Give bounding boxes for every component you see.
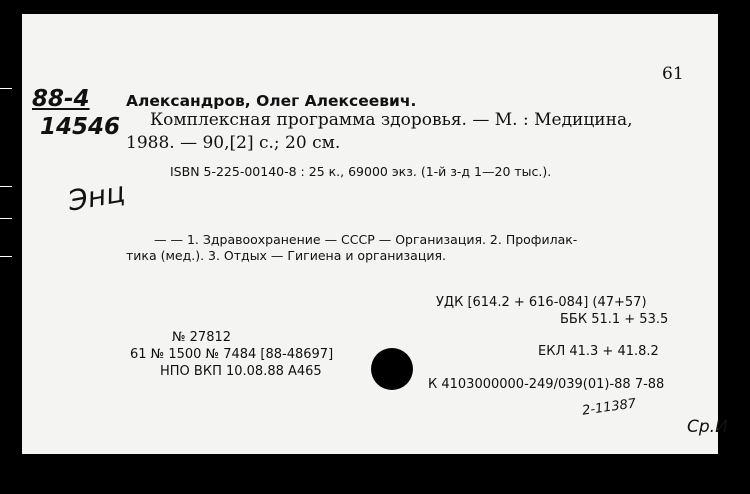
card-punch-hole [371,348,413,390]
imprint-line: 1988. — 90,[2] с.; 20 см. [126,133,341,153]
catalog-card [22,14,728,454]
subjects-line: — — 1. Здравоохранение — СССР — Организация. 2. Профилак- [154,232,578,247]
k-code: К 4103000000-249/039(01)-88 7-88 [428,377,665,392]
title-line: Комплексная программа здоровья. — М. : Медицина, [150,110,633,130]
edge-mark [0,218,12,219]
edge-mark [0,256,12,257]
card-number: № 27812 [172,330,232,345]
author-heading: Александров, Олег Алексеевич. [126,92,417,110]
order-line: 61 № 1500 № 7484 [88-48697] [130,347,334,362]
edge-mark [0,186,12,187]
shelf-mark: 88-4 [32,86,90,112]
npo-line: НПО ВКП 10.08.88 А465 [160,364,322,379]
shelf-mark: 14546 [40,114,121,140]
corner-mark: Ср.И [687,417,728,437]
udk-code: УДК [614.2 + 616-084] (47+57) [436,295,647,310]
handwritten-number: 2-11387 [581,396,638,419]
bbk-code: ББК 51.1 + 53.5 [560,312,669,327]
page-number: 61 [662,64,684,84]
edge-mark [0,88,12,89]
subjects-line: тика (мед.). 3. Отдых — Гигиена и организация. [126,248,446,263]
isbn-line: ISBN 5-225-00140-8 : 25 к., 69000 экз. (1-й з-д 1—20 тыс.). [170,164,552,179]
handwritten-note: Энц [65,175,128,218]
ekl-code: ЕКЛ 41.3 + 41.8.2 [538,344,659,359]
